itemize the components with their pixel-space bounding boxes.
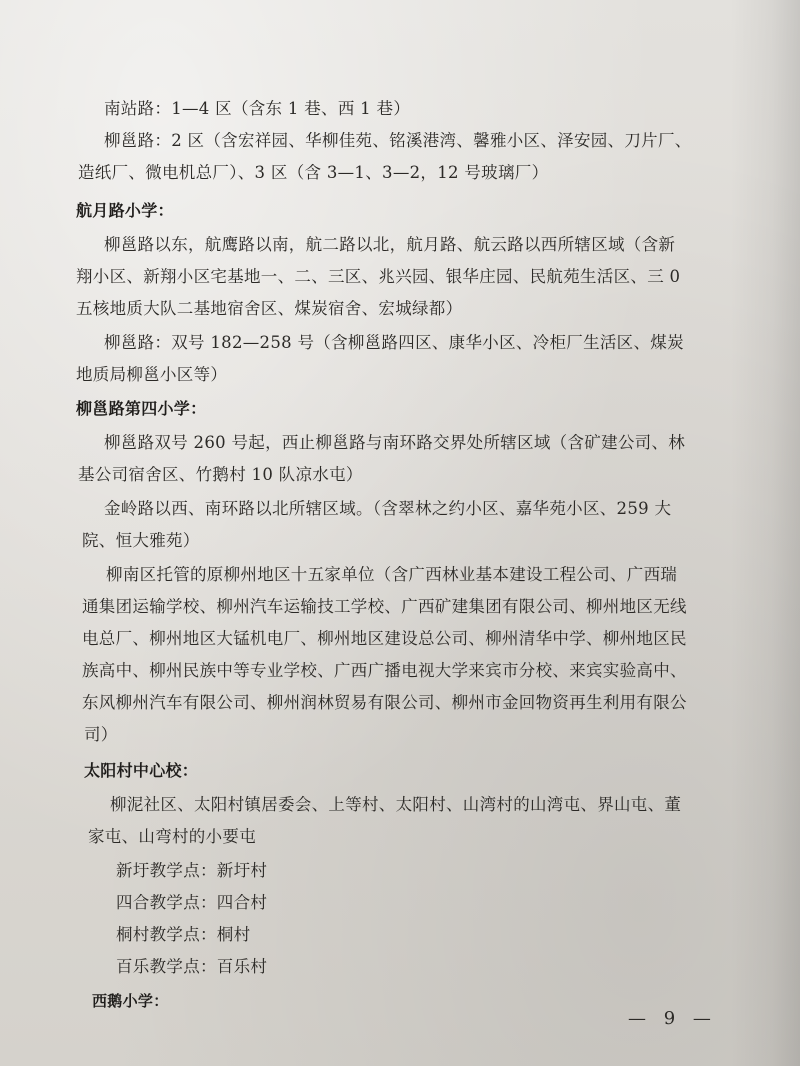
heading-hangyue-road-primary: 航月路小学：: [76, 201, 174, 220]
text-line-fourth-6: 通集团运输学校、柳州汽车运输技工学校、广西矿建集团有限公司、柳州地区无线: [82, 597, 687, 616]
text-line-fourth-2: 基公司宿舍区、竹鹅村 10 队凉水屯）: [78, 465, 363, 484]
page-number: — 9 —: [628, 1008, 717, 1029]
text-line-xinxu-teaching-point: 新圩教学点：新圩村: [116, 861, 268, 880]
text-line-nanzhan-road: 南站路：1—4 区（含东 1 巷、西 1 巷）: [104, 99, 411, 118]
text-line-baile-teaching-point: 百乐教学点：百乐村: [116, 957, 268, 976]
text-line-sihe-teaching-point: 四合教学点：四合村: [116, 893, 268, 912]
text-line-hangyue-5: 地质局柳邕小区等）: [76, 365, 228, 384]
text-line-tongcun-teaching-point: 桐村教学点：桐村: [116, 925, 251, 944]
heading-taiyang-village-central-school: 太阳村中心校：: [84, 761, 199, 780]
text-line-taiyang-2: 家屯、山弯村的小要屯: [88, 827, 256, 846]
text-line-hangyue-2: 翔小区、新翔小区宅基地一、二、三区、兆兴园、银华庄园、民航苑生活区、三 0: [76, 267, 681, 286]
text-line-fourth-5: 柳南区托管的原柳州地区十五家单位（含广西林业基本建设工程公司、广西瑞: [106, 565, 678, 584]
page-edge-shadow: [730, 0, 800, 1066]
text-line-fourth-9: 东风柳州汽车有限公司、柳州润林贸易有限公司、柳州市金回物资再生利用有限公: [82, 693, 687, 712]
text-line-liuyong-road-3: 造纸厂、微电机总厂）、3 区（含 3—1、3—2，12 号玻璃厂）: [78, 163, 549, 182]
text-line-hangyue-3: 五核地质大队二基地宿舍区、煤炭宿舍、宏城绿都）: [76, 299, 463, 318]
text-line-fourth-1: 柳邕路双号 260 号起，西止柳邕路与南环路交界处所辖区域（含矿建公司、林: [104, 433, 686, 452]
heading-liuyong-road-fourth-primary: 柳邕路第四小学：: [76, 399, 207, 418]
text-line-fourth-7: 电总厂、柳州地区大锰机电厂、柳州地区建设总公司、柳州清华中学、柳州地区民: [82, 629, 687, 648]
text-line-fourth-10: 司）: [84, 725, 118, 744]
text-line-fourth-4: 院、恒大雅苑）: [82, 531, 200, 550]
text-line-hangyue-4: 柳邕路：双号 182—258 号（含柳邕路四区、康华小区、冷柜厂生活区、煤炭: [104, 333, 684, 352]
text-line-hangyue-1: 柳邕路以东，航鹰路以南，航二路以北，航月路、航云路以西所辖区域（含新: [104, 235, 676, 254]
text-line-fourth-3: 金岭路以西、南环路以北所辖区域。（含翠林之约小区、嘉华苑小区、259 大: [104, 499, 672, 518]
text-line-liuyong-road-2: 柳邕路：2 区（含宏祥园、华柳佳苑、铭溪港湾、馨雅小区、泽安园、刀片厂、: [104, 131, 692, 150]
text-line-taiyang-1: 柳泥社区、太阳村镇居委会、上等村、太阳村、山湾村的山湾屯、界山屯、董: [110, 795, 682, 814]
text-line-fourth-8: 族高中、柳州民族中等专业学校、广西广播电视大学来宾市分校、来宾实验高中、: [82, 661, 687, 680]
heading-xie-primary: 西鹅小学：: [92, 992, 169, 1010]
